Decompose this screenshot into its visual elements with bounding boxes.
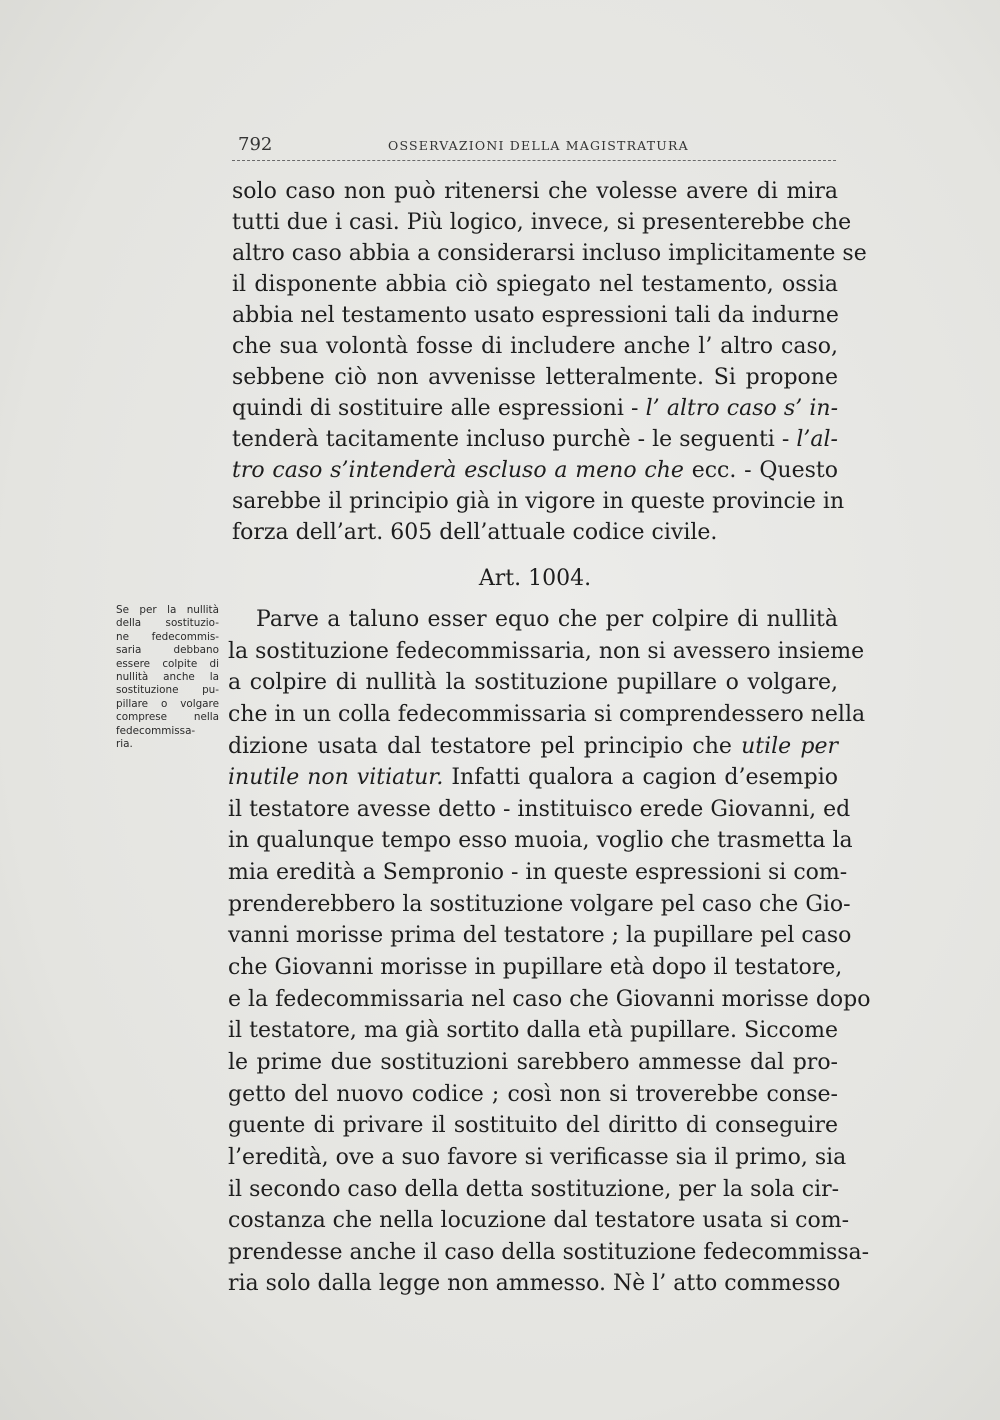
margin-note-line: ria. (116, 737, 133, 750)
text-line: costanza che nella locuzione dal testatore usata si com- (228, 1208, 850, 1234)
page-number: 792 (238, 134, 273, 155)
text-line: Parve a taluno esser equo che per colpire di nullità (256, 607, 838, 632)
text-line: la sostituzione fedecommissaria, non si avessero insieme (228, 638, 865, 664)
article-heading: Art. 1004. (478, 566, 592, 591)
text-line: altro caso abbia a considerarsi incluso implicitamente se (232, 241, 867, 266)
italic-phrase: l’al- (796, 427, 838, 452)
text-line: che in un colla fedecommissaria si comprendessero nella (228, 701, 866, 727)
text-line: vanni morisse prima del testatore ; la pupillare pel caso (228, 923, 852, 949)
text-line: a colpire di nullità la sostituzione pupillare o volgare, (228, 670, 838, 696)
text-line: tro caso s’intenderà escluso a meno che ecc. - Questo (232, 458, 838, 483)
text-line: che sua volontà fosse di includere anche l’ altro caso, (232, 334, 838, 359)
margin-note-line: nullità anche la (116, 670, 219, 683)
text-line: che Giovanni morisse in pupillare età dopo il testatore, (228, 955, 843, 981)
text-line: ria solo dalla legge non ammesso. Nè l’ atto commesso (228, 1271, 841, 1297)
text-line: guente di privare il sostituito del diritto di conseguire (228, 1113, 838, 1139)
text-line: il testatore avesse detto - instituisco erede Giovanni, ed (228, 796, 851, 822)
page-header (232, 134, 836, 161)
margin-note-line: essere colpite di (116, 657, 219, 670)
text-line: prenderebbero la sostituzione volgare pel caso che Gio- (228, 891, 851, 917)
margin-note-line: della sostituzio- (116, 617, 219, 630)
text-line: prendesse anche il caso della sostituzione fedecommissa- (228, 1239, 870, 1265)
margin-note-line: sostituzione pu- (116, 684, 219, 697)
text-line: l’eredità, ove a suo favore si verificasse sia il primo, sia (228, 1144, 847, 1170)
text-line: il testatore, ma già sortito dalla età pupillare. Siccome (228, 1018, 838, 1044)
text-line: getto del nuovo codice ; così non si troverebbe conse- (228, 1081, 838, 1107)
margin-note-line: pillare o volgare (116, 697, 219, 710)
text-line: le prime due sostituzioni sarebbero ammesse dal pro- (228, 1049, 838, 1075)
text-line: forza dell’art. 605 dell’attuale codice civile. (232, 520, 718, 545)
text-line: tenderà tacitamente incluso purchè - le seguenti - l’al- (232, 427, 838, 452)
margin-note-line: Se per la nullità (116, 604, 219, 616)
article-paragraph (228, 604, 871, 1300)
text-line: solo caso non può ritenersi che volesse avere di mira (232, 179, 838, 204)
margin-note-line: comprese nella (116, 711, 219, 724)
text-line: abbia nel testamento usato espressioni tali da indurne (232, 303, 839, 328)
text-line: quindi di sostituire alle espressioni - l’ altro caso s’ in- (232, 396, 838, 421)
text-line: e la fedecommissaria nel caso che Giovanni morisse dopo (228, 986, 871, 1012)
text-line: il secondo caso della detta sostituzione, per la sola cir- (228, 1176, 840, 1202)
italic-phrase: utile per (741, 733, 838, 759)
margin-note-line: saria debbano (116, 644, 219, 657)
text-line: in qualunque tempo esso muoia, voglio che trasmetta la (228, 828, 853, 854)
margin-note (116, 604, 219, 751)
italic-phrase: tro caso s’intenderà escluso a meno che (232, 458, 684, 483)
running-head: OSSERVAZIONI DELLA MAGISTRATURA (388, 138, 689, 153)
text-line: sebbene ciò non avvenisse letteralmente. Si propone (232, 365, 838, 390)
text-line: mia eredità a Sempronio - in queste espressioni si com- (228, 860, 848, 886)
margin-note-line: ne fedecommis- (116, 630, 219, 643)
margin-note-line: fedecommissa- (116, 724, 196, 737)
text-line: tutti due i casi. Più logico, invece, si presenterebbe che (232, 210, 852, 235)
continued-paragraph (232, 176, 867, 548)
text-line: sarebbe il principio già in vigore in queste provincie in (232, 489, 845, 514)
italic-phrase: l’ altro caso s’ in- (645, 396, 838, 421)
italic-phrase: inutile non vitiatur. (228, 765, 444, 791)
text-line: inutile non vitiatur. Infatti qualora a cagion d’esempio (228, 765, 838, 791)
text-line: il disponente abbia ciò spiegato nel testamento, ossia (232, 272, 838, 297)
text-line: dizione usata dal testatore pel principio che utile per (228, 733, 838, 759)
